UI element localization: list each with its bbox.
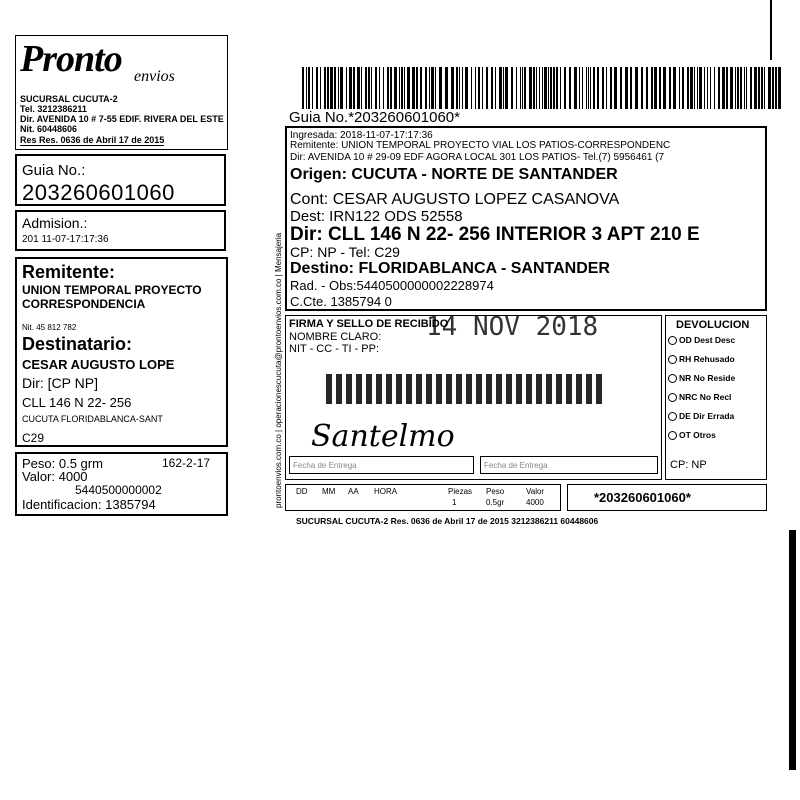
barcode-bar xyxy=(536,67,537,109)
barcode-bar xyxy=(569,67,571,109)
firma-signature: Santelmo xyxy=(311,419,455,454)
destinatario-address: CLL 146 N 22- 256 xyxy=(22,395,132,410)
barcode-bar xyxy=(694,67,695,109)
bottom-guia: *203260601060* xyxy=(594,490,691,505)
barcode-bar xyxy=(456,67,458,109)
sucursal-tel: Tel. 3212386211 xyxy=(20,104,87,114)
barcode-bar xyxy=(425,67,427,109)
barcode-bar xyxy=(516,67,517,109)
barcode-bar xyxy=(699,67,702,109)
devolucion-panel xyxy=(665,315,767,480)
barcode-bar xyxy=(579,67,580,109)
barcode-bar xyxy=(673,67,676,109)
col-hora: HORA xyxy=(374,487,398,496)
barcode xyxy=(302,67,787,109)
col-mm: MM xyxy=(322,487,336,496)
radio-icon xyxy=(668,374,677,383)
barcode-bar xyxy=(387,67,389,109)
guia-number: 203260601060 xyxy=(22,180,175,205)
barcode-bar xyxy=(663,67,666,109)
firma-field-1 xyxy=(289,456,474,474)
barcode-bar xyxy=(582,67,583,109)
barcode-bar xyxy=(306,67,307,109)
barcode-bar xyxy=(746,67,747,109)
scan-edge-top xyxy=(770,0,772,60)
detail-cont: Cont: CESAR AUGUSTO LOPEZ CASANOVA xyxy=(290,191,620,208)
barcode-bar xyxy=(349,67,352,109)
barcode-bar xyxy=(533,67,535,109)
valor-num: 5440500000002 xyxy=(75,483,162,497)
footer-text: SUCURSAL CUCUTA-2 Res. 0636 de Abril 17 de 2015 3212386211 60448606 xyxy=(296,516,599,526)
firma-stamp: 14 NOV 2018 xyxy=(426,312,599,342)
barcode-bar xyxy=(590,67,591,109)
barcode-bar xyxy=(462,67,463,109)
barcode-bar xyxy=(548,67,549,109)
barcode-bar xyxy=(550,67,552,109)
pronto-logo xyxy=(20,40,122,78)
dev-item-nr[interactable]: NR No Reside xyxy=(668,372,735,391)
barcode-bar xyxy=(420,67,422,109)
barcode-bar xyxy=(659,67,661,109)
val-piezas: 1 xyxy=(452,498,457,507)
barcode-bar xyxy=(641,67,643,109)
guia-panel xyxy=(15,154,226,206)
dev-item-de[interactable]: DE Dir Errada xyxy=(668,410,735,429)
detail-ingresada: Ingresada: 2018-11-07-17:17:36 xyxy=(290,130,433,141)
barcode-bar xyxy=(697,67,698,109)
barcode-bar xyxy=(775,67,777,109)
detail-panel xyxy=(285,126,767,311)
dev-item-ot[interactable]: OT Otros xyxy=(668,429,735,448)
detail-remitente: Remitente: UNION TEMPORAL PROYECTO VIAL LOS PATIOS-CORRESPONDENC xyxy=(290,140,671,151)
barcode-bar xyxy=(451,67,454,109)
admision-label: Admision.: xyxy=(22,215,88,231)
logo-sub: envios xyxy=(134,68,175,85)
barcode-bar xyxy=(574,67,577,109)
barcode-bar xyxy=(368,67,370,109)
col-piezas: Piezas xyxy=(448,487,473,496)
admision-panel xyxy=(15,210,226,251)
barcode-bar xyxy=(714,67,715,109)
barcode-bar xyxy=(586,67,587,109)
barcode-bar xyxy=(302,67,304,109)
barcode-bar xyxy=(435,67,436,109)
firma-field-1-label: Fecha de Entrega xyxy=(293,461,357,470)
barcode-bar xyxy=(383,67,384,109)
barcode-bar xyxy=(529,67,532,109)
detail-origen: Origen: CUCUTA - NORTE DE SANTANDER xyxy=(290,166,618,183)
barcode-bar xyxy=(346,67,347,109)
barcode-bar xyxy=(539,67,540,109)
sucursal-dir: Dir. AVENIDA 10 # 7-55 EDIF. RIVERA DEL ESTE xyxy=(20,114,224,124)
barcode-bar xyxy=(625,67,628,109)
barcode-bar xyxy=(511,67,513,109)
sucursal-res: Res Res. 0636 de Abril 17 de 2015 xyxy=(20,135,165,145)
barcode-bar xyxy=(361,67,362,109)
barcode-bar xyxy=(768,67,771,109)
stamp-blob xyxy=(326,374,606,404)
remitente-label: Remitente: xyxy=(22,262,116,282)
col-dd: DD xyxy=(296,487,308,496)
barcode-bar xyxy=(740,67,742,109)
barcode-bar xyxy=(478,67,480,109)
barcode-bar xyxy=(499,67,502,109)
barcode-bar xyxy=(407,67,410,109)
valor-value: Valor: 4000 xyxy=(22,469,88,484)
firma-field-2 xyxy=(480,456,658,474)
barcode-bar xyxy=(353,67,355,109)
firma-panel xyxy=(285,312,662,480)
barcode-bar xyxy=(320,67,321,109)
barcode-bar xyxy=(357,67,360,109)
barcode-bar xyxy=(610,67,612,109)
barcode-bar xyxy=(654,67,657,109)
barcode-bar xyxy=(758,67,760,109)
barcode-bar xyxy=(564,67,566,109)
detail-dir-big: Dir: CLL 146 N 22- 256 INTERIOR 3 APT 210 E xyxy=(290,224,700,245)
barcode-bar xyxy=(465,67,468,109)
radio-icon xyxy=(668,431,677,440)
barcode-bar xyxy=(486,67,488,109)
barcode-bar xyxy=(401,67,403,109)
destinatario-city: CUCUTA FLORIDABLANCA-SANT xyxy=(22,414,163,424)
peso-code: 162-2-17 xyxy=(162,456,211,470)
barcode-bar xyxy=(491,67,493,109)
barcode-bar xyxy=(544,67,547,109)
sucursal-panel xyxy=(15,35,228,150)
barcode-bar xyxy=(312,67,313,109)
barcode-bar xyxy=(404,67,405,109)
firma-nombre: NOMBRE CLARO: xyxy=(289,331,382,343)
barcode-bar xyxy=(399,67,400,109)
col-valor: Valor xyxy=(526,487,545,496)
barcode-bar xyxy=(390,67,392,109)
barcode-bar xyxy=(722,67,725,109)
barcode-bar xyxy=(761,67,763,109)
barcode-bar xyxy=(593,67,595,109)
barcode-bar xyxy=(707,67,708,109)
barcode-bar xyxy=(542,67,543,109)
barcode-bar xyxy=(327,67,329,109)
barcode-bar xyxy=(308,67,310,109)
detail-dest: Dest: IRN122 ODS 52558 xyxy=(290,208,463,225)
barcode-bar xyxy=(431,67,434,109)
barcode-bar xyxy=(334,67,336,109)
barcode-bar xyxy=(412,67,415,109)
barcode-bar xyxy=(679,67,680,109)
barcode-bar xyxy=(718,67,720,109)
barcode-bar xyxy=(646,67,648,109)
barcode-bar xyxy=(375,67,377,109)
destinatario-label: Destinatario: xyxy=(22,334,133,354)
logo-name: Pronto xyxy=(20,38,122,80)
barcode-bar xyxy=(588,67,589,109)
barcode-bar xyxy=(556,67,558,109)
barcode-bar xyxy=(365,67,367,109)
remitente-line1: UNION TEMPORAL PROYECTO xyxy=(22,283,202,297)
barcode-bar xyxy=(495,67,496,109)
val-peso: 0.5gr xyxy=(486,498,505,507)
barcode-bar xyxy=(338,67,339,109)
barcode-bar xyxy=(710,67,711,109)
barcode-bar xyxy=(602,67,604,109)
barcode-bar xyxy=(416,67,418,109)
remitente-nit: Nit. 45 812 782 xyxy=(22,323,77,332)
barcode-bar xyxy=(764,67,765,109)
devolucion-cp: CP: NP xyxy=(670,459,707,471)
barcode-bar xyxy=(522,67,523,109)
barcode-bar xyxy=(439,67,442,109)
barcode-bar xyxy=(778,67,781,109)
scan-edge-right xyxy=(789,530,796,770)
barcode-bar xyxy=(754,67,757,109)
dev-item-od[interactable]: OD Dest Desc xyxy=(668,334,735,353)
bottom-guia-box xyxy=(567,484,767,511)
peso-value: Peso: 0.5 grm xyxy=(22,456,103,471)
barcode-bar xyxy=(482,67,483,109)
barcode-bar xyxy=(379,67,380,109)
barcode-bar xyxy=(750,67,752,109)
barcode-bar xyxy=(726,67,728,109)
devolucion-title: DEVOLUCION xyxy=(676,319,750,331)
barcode-bar xyxy=(614,67,617,109)
barcode-bar xyxy=(687,67,689,109)
firma-field-2-label: Fecha de Entrega xyxy=(484,461,548,470)
barcode-bar xyxy=(459,67,460,109)
destinatario-name: CESAR AUGUSTO LOPE xyxy=(22,357,175,372)
barcode-bar xyxy=(524,67,526,109)
barcode-bar xyxy=(371,67,372,109)
barcode-bar xyxy=(505,67,508,109)
barcode-bar xyxy=(690,67,693,109)
barcode-bar xyxy=(429,67,430,109)
dev-item-rh[interactable]: RH Rehusado xyxy=(668,353,735,372)
barcode-bar xyxy=(737,67,739,109)
barcode-bar xyxy=(651,67,653,109)
sucursal-nit: Nit. 60448606 xyxy=(20,124,78,134)
detail-ccte: C.Cte. 1385794 0 xyxy=(290,294,392,309)
barcode-bar xyxy=(730,67,733,109)
bottom-table xyxy=(285,484,561,511)
radio-icon xyxy=(668,355,677,364)
firma-title: FIRMA Y SELLO DE RECIBIDO xyxy=(289,318,449,330)
admision-value: 201 11-07-17:17:36 xyxy=(22,234,109,245)
devolucion-list xyxy=(668,334,735,448)
col-aa: AA xyxy=(348,487,359,496)
detail-rad: Rad. - Obs:5440500000002228974 xyxy=(290,278,494,293)
barcode-bar xyxy=(597,67,599,109)
barcode-bar xyxy=(330,67,333,109)
barcode-bar xyxy=(520,67,521,109)
col-peso: Peso xyxy=(486,487,505,496)
radio-icon xyxy=(668,393,677,402)
sucursal-name: SUCURSAL CUCUTA-2 xyxy=(20,94,118,104)
parties-panel xyxy=(15,257,228,447)
barcode-bar xyxy=(704,67,705,109)
dev-item-nrc[interactable]: NRC No Recl xyxy=(668,391,735,410)
guia-label: Guia No.: xyxy=(22,162,86,179)
barcode-bar xyxy=(560,67,561,109)
barcode-bar xyxy=(503,67,504,109)
peso-panel xyxy=(15,452,228,516)
barcode-bar xyxy=(669,67,671,109)
barcode-bar xyxy=(606,67,607,109)
barcode-bar xyxy=(735,67,736,109)
identificacion: Identificacion: 1385794 xyxy=(22,497,156,512)
barcode-bar xyxy=(772,67,774,109)
barcode-bar xyxy=(471,67,472,109)
firma-nit: NIT - CC - TI - PP: xyxy=(289,343,380,355)
barcode-label: Guia No.*203260601060* xyxy=(289,109,460,126)
destinatario-dir: Dir: [CP NP] xyxy=(22,375,98,391)
barcode-bar xyxy=(682,67,684,109)
detail-dir: Dir: AVENIDA 10 # 29-09 EDF AGORA LOCAL 301 LOS PATIOS- Tel.(7) 5956461 (7 xyxy=(290,152,665,163)
vertical-site-text: prontoenvios.com.co | operacionescucuta@prontoenvios.com.co | Mensajeria xyxy=(274,232,283,508)
detail-cp: CP: NP - Tel: C29 xyxy=(290,244,400,260)
barcode-bar xyxy=(394,67,397,109)
barcode-bar xyxy=(340,67,343,109)
destinatario-code: C29 xyxy=(22,431,45,445)
barcode-bar xyxy=(445,67,448,109)
radio-icon xyxy=(668,412,677,421)
barcode-bar xyxy=(744,67,745,109)
val-valor: 4000 xyxy=(526,498,544,507)
remitente-line2: CORRESPONDENCIA xyxy=(22,297,146,311)
barcode-bar xyxy=(475,67,476,109)
radio-icon xyxy=(668,336,677,345)
barcode-bar xyxy=(630,67,632,109)
barcode-bar xyxy=(635,67,638,109)
barcode-bar xyxy=(620,67,622,109)
barcode-bar xyxy=(324,67,326,109)
barcode-bar xyxy=(316,67,318,109)
detail-destino: Destino: FLORIDABLANCA - SANTANDER xyxy=(290,260,610,277)
barcode-bar xyxy=(553,67,555,109)
